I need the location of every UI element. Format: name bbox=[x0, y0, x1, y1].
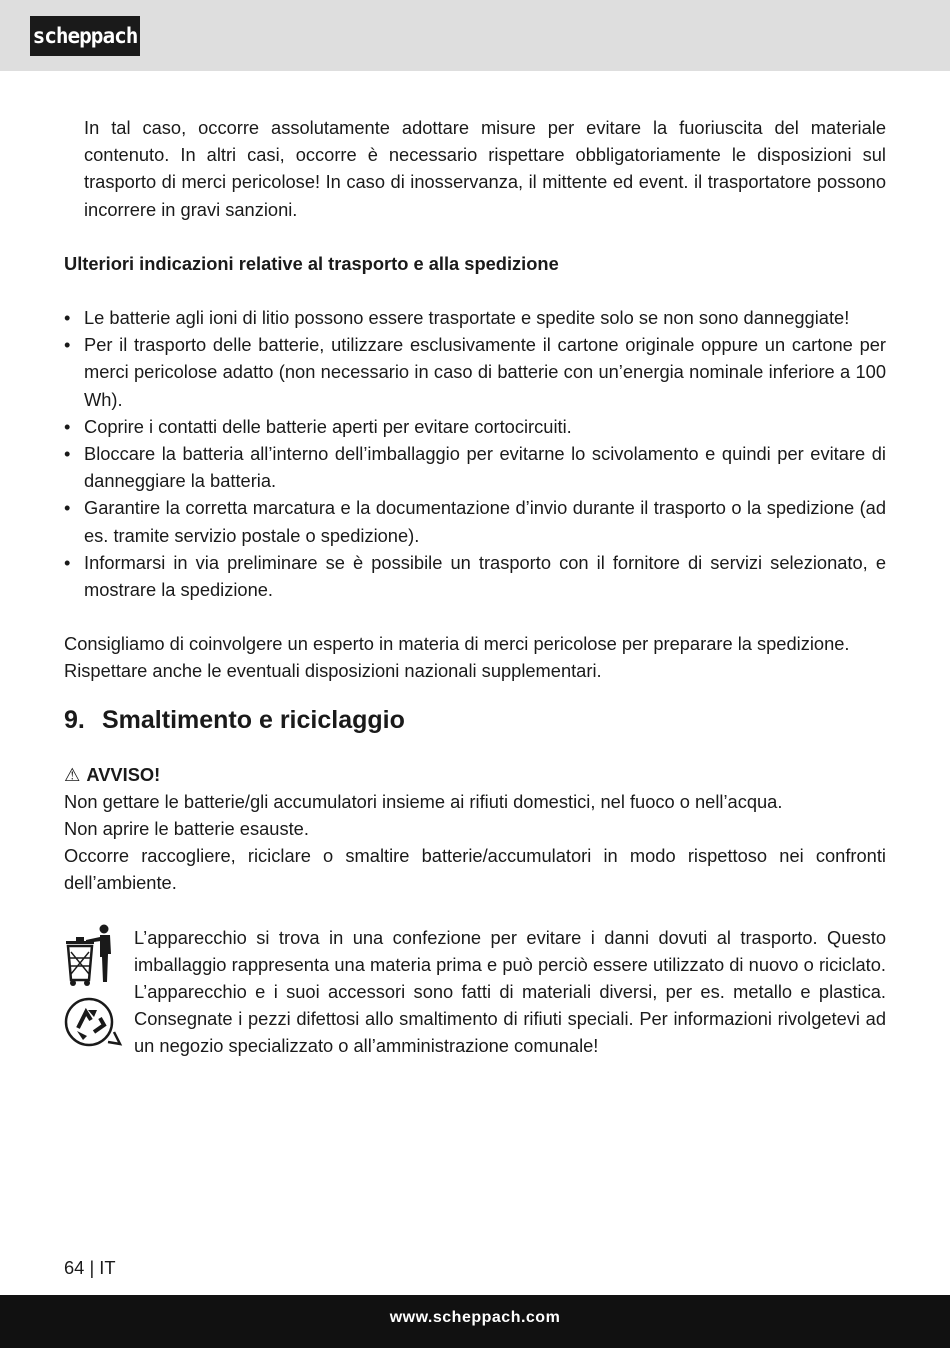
trash-bin-person-icon bbox=[66, 924, 111, 986]
footer-url: www.scheppach.com bbox=[389, 1309, 561, 1326]
header-bar bbox=[0, 0, 950, 71]
disposal-paragraph: L’apparecchio si trova in una confezione per evitare i danni dovuti al trasporto. Questo imballaggio rappresenta una materia prima e può perciò essere utilizzato di nuovo o riciclato. L’apparecchio e i suoi accessori sono fatti di materiali diversi, per es. metallo e plastica. Consegnate i pezzi difettosi allo smaltimento di rifiuti speciali. Per informazioni rivolgetevi ad un negozio specializzato o all’amministrazione comunale! bbox=[134, 926, 886, 1057]
warning-heading bbox=[64, 761, 886, 788]
list-item: • Garantire la corretta marcatura e la documentazione d’invio durante il trasporto o la spedizione (ad es. tramite servizio postale o spedizione). bbox=[64, 494, 886, 548]
disposal-block bbox=[64, 924, 886, 1060]
recycle-icon bbox=[66, 999, 120, 1045]
intro-paragraph: In tal caso, occorre assolutamente adottare misure per evitare la fuoriuscita del materiale contenuto. In altri casi, occorre è necessario rispettare obbligatoriamente le disposizioni sul trasporto di merci pericolose! In caso di inosservanza, il mittente ed event. il trasportatore possono incorrere in gravi sanzioni. bbox=[84, 117, 886, 220]
list-item: • Informarsi in via preliminare se è possibile un trasporto con il fornitore di servizi selezionato, e mostrare la spedizione. bbox=[64, 549, 886, 603]
transport-bullet-list bbox=[64, 304, 886, 603]
warning-icon: ⚠ bbox=[64, 763, 81, 785]
disposal-icons bbox=[64, 924, 124, 1049]
transport-heading: Ulteriori indicazioni relative al trasporto e alla spedizione bbox=[64, 252, 559, 274]
page-separator: | bbox=[89, 1257, 95, 1278]
page-number bbox=[64, 1256, 116, 1280]
advice-paragraph: Rispettare anche le eventuali disposizioni nazionali supplementari. bbox=[64, 660, 602, 682]
section-title: Smaltimento e riciclaggio bbox=[102, 705, 405, 734]
brand-logo: scheppach bbox=[30, 16, 140, 56]
page-number-value: 64 bbox=[64, 1257, 85, 1278]
advice-paragraph: Consigliamo di coinvolgere un esperto in materia di merci pericolose per preparare la spedizione. bbox=[64, 633, 850, 655]
warning-line: Occorre raccogliere, riciclare o smaltire batterie/accumulatori in modo rispettoso nei confronti dell’ambiente. bbox=[64, 845, 886, 894]
list-item: • Bloccare la batteria all’interno dell’imballaggio per evitarne lo scivolamento e quindi per evitare di danneggiare la batteria. bbox=[64, 440, 886, 494]
section-heading bbox=[64, 705, 886, 735]
warning-line: Non gettare le batterie/gli accumulatori insieme ai rifiuti domestici, nel fuoco o nell’acqua. bbox=[64, 790, 783, 812]
list-item: • Coprire i contatti delle batterie aperti per evitare cortocircuiti. bbox=[64, 413, 886, 440]
list-item: • Per il trasporto delle batterie, utilizzare esclusivamente il cartone originale oppure un cartone per merci pericolose adatto (non necessario in caso di batterie con un’energia nominale inferiore a 100 Wh). bbox=[64, 331, 886, 413]
list-item: • Le batterie agli ioni di litio possono essere trasportate e spedite solo se non sono danneggiate! bbox=[64, 304, 886, 331]
section-number: 9. bbox=[64, 705, 85, 734]
warning-title: AVVISO! bbox=[86, 763, 161, 785]
page-content bbox=[64, 114, 886, 1060]
page-language: IT bbox=[99, 1257, 116, 1278]
warning-line: Non aprire le batterie esauste. bbox=[64, 818, 309, 840]
